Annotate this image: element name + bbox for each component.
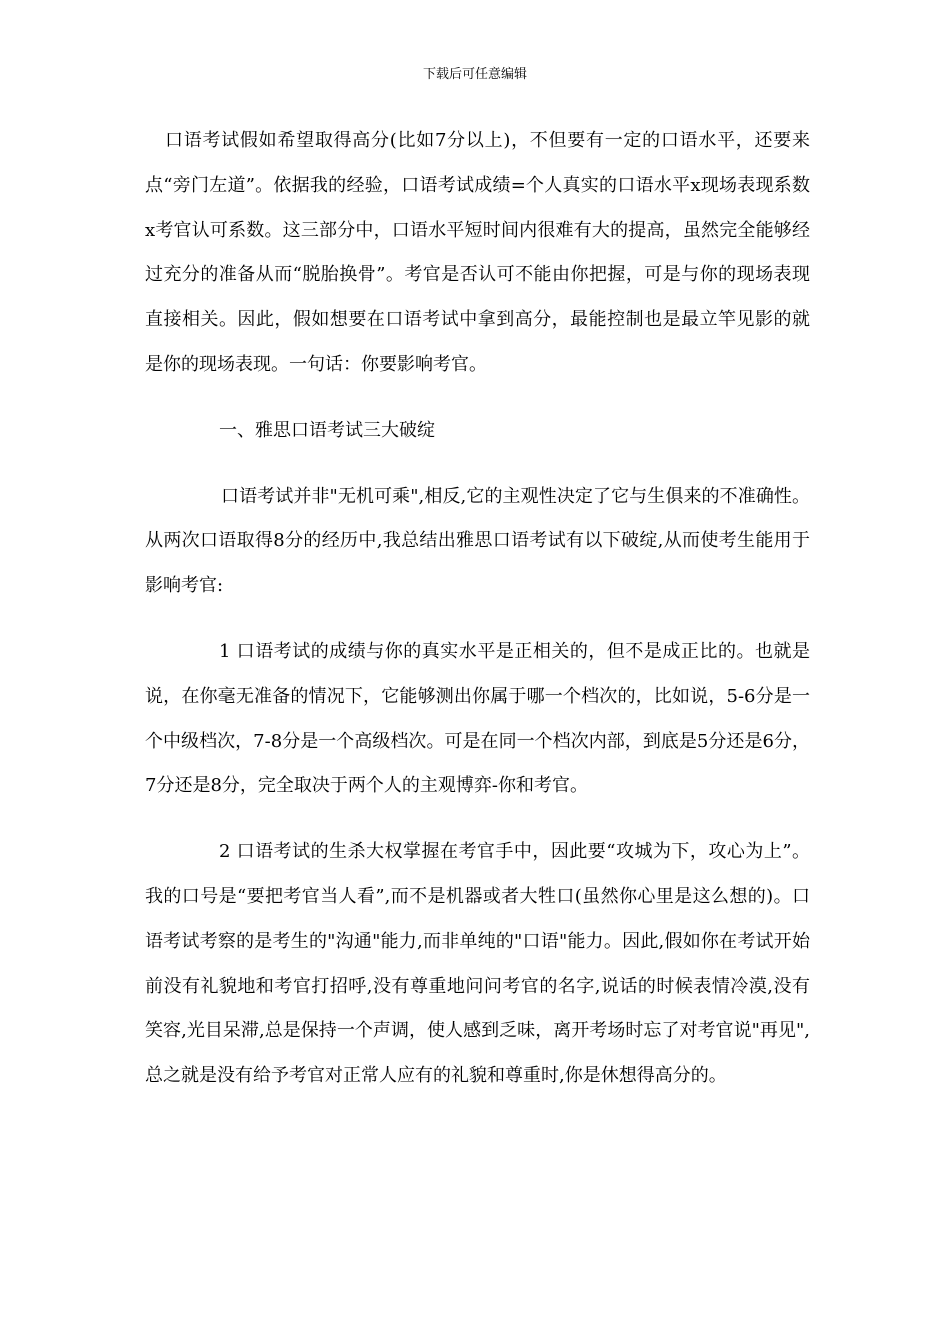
paragraph-intro: 口语考试假如希望取得高分(比如7分以上)，不但要有一定的口语水平，还要来点“旁门左道”。依据我的经验，口语考试成绩=个人真实的口语水平x现场表现系数x考官认可系数。这三部分中，口语水平短时间内很难有大的提高，虽然完全能够经过充分的准备从而“脱胎换骨”。考官是否认可不能由你把握，可是与你的现场表现直接相关。因此，假如想要在口语考试中拿到高分，最能控制也是最立竿见影的就是你的现场表现。一句话：你要影响考官。 xyxy=(145,130,810,375)
paragraph-overview: 口语考试并非"无机可乘",相反,它的主观性决定了它与生俱来的不准确性。从两次口语取得8分的经历中,我总结出雅思口语考试有以下破绽,从而使考生能用于影响考官: xyxy=(145,485,810,597)
paragraph-point-1: 1 口语考试的成绩与你的真实水平是正相关的，但不是成正比的。也就是说，在你毫无准备的情况下，它能够测出你属于哪一个档次的，比如说，5-6分是一个中级档次，7-8分是一个高级档次。可是在同一个档次内部，到底是5分还是6分，7分还是8分，完全取决于两个人的主观博弈-你和考官。 xyxy=(145,640,810,797)
paragraph-point-2: 2 口语考试的生杀大权掌握在考官手中，因此要“攻城为下，攻心为上”。我的口号是“要把考官当人看”,而不是机器或者大牲口(虽然你心里是这么想的)。口语考试考察的是考生的"沟通"能力,而非单纯的"口语"能力。因此,假如你在考试开始前没有礼貌地和考官打招呼,没有尊重地问问考官的名字,说话的时候表情冷漠,没有笑容,光目呆滞,总是保持一个声调，使人感到乏味，离开考场时忘了对考官说"再见",总之就是没有给予考官对正常人应有的礼貌和尊重时,你是休想得高分的。 xyxy=(145,841,810,1087)
document-body xyxy=(145,119,810,1099)
page-header-note: 下载后可任意编辑 xyxy=(422,67,527,82)
section-heading: 一、雅思口语考试三大破绽 xyxy=(219,419,435,441)
